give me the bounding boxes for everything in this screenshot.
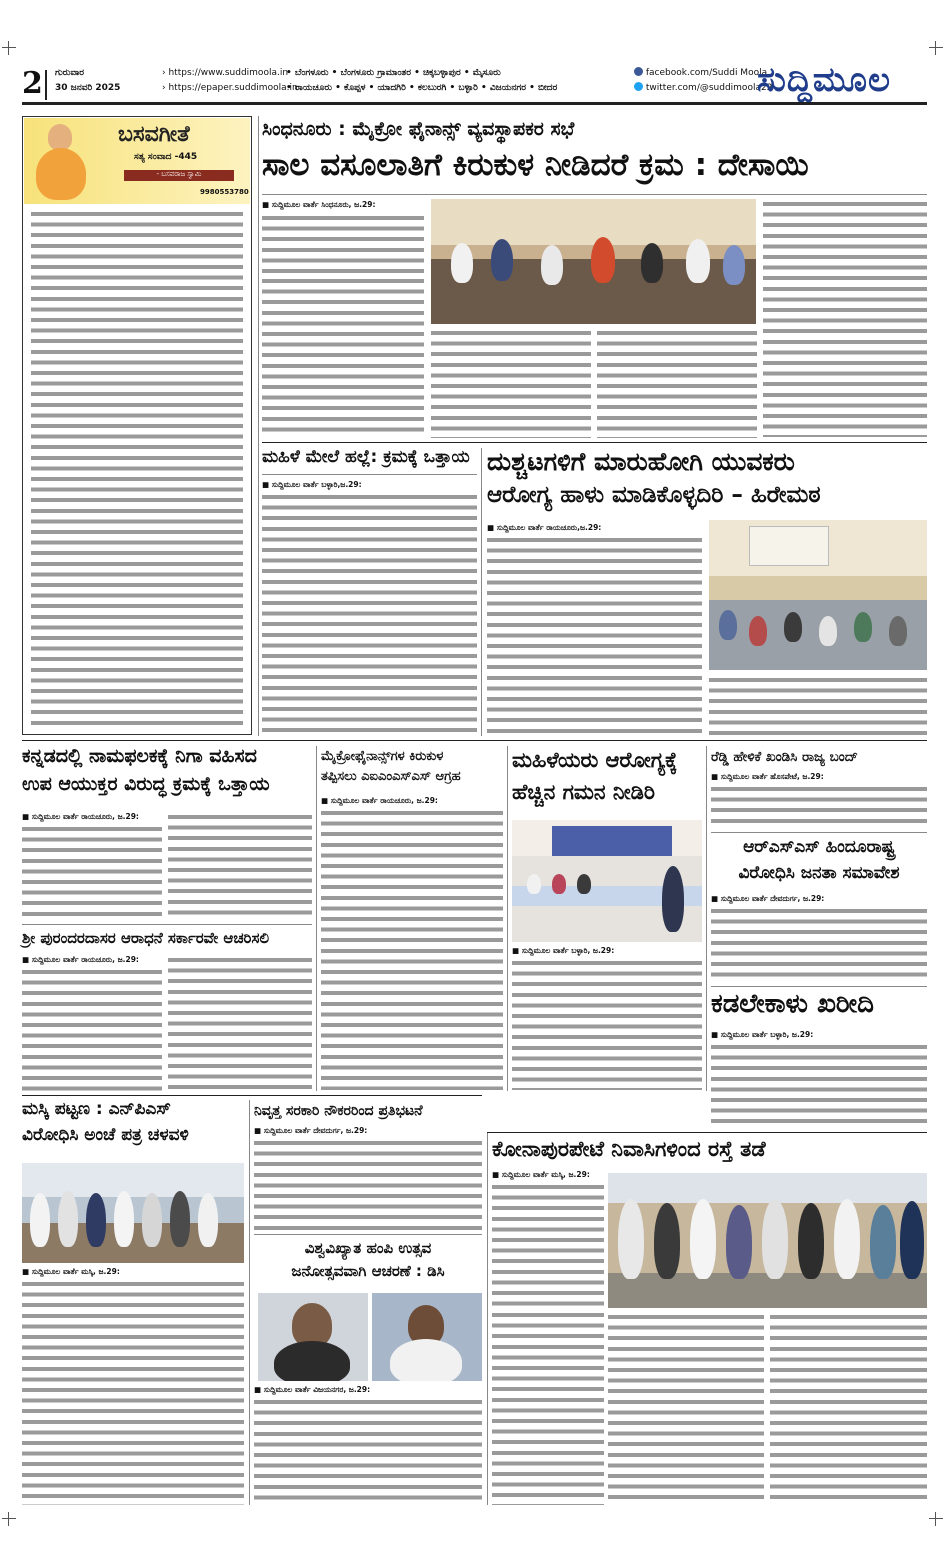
basavageethe-title: ಬಸವಗೀತೆ <box>118 122 190 147</box>
twitter-icon <box>634 82 643 91</box>
kadalekalu-byline: ■ ಸುದ್ದಿಮೂಲ ವಾರ್ತೆ ಬಳ್ಳಾರಿ, ಜ.29: <box>711 1030 814 1039</box>
districts-row-2: • ರಾಯಚೂರು • ಕೊಪ್ಪಳ • ಯಾದಗಿರಿ • ಕಲಬುರಗಿ • ಬಳ್ಳಾರಿ • ವಿಜಯನಗರ • ಬೀದರ <box>286 83 558 93</box>
basavageethe-body <box>31 209 243 727</box>
kannada-body-1 <box>22 824 162 920</box>
facebook-link[interactable]: facebook.com/Suddi Moola <box>634 67 767 80</box>
retired-byline: ■ ಸುದ್ದಿಮೂಲ ವಾರ್ತೆ ದೇವದುರ್ಗ, ಜ.29: <box>254 1126 368 1135</box>
masthead-logo: ಸುದ್ದಿಮೂಲ <box>757 60 891 100</box>
lead-photo <box>431 199 756 324</box>
kona-photo <box>608 1173 927 1308</box>
hampi-photo-official <box>258 1293 368 1381</box>
saint-portrait <box>32 120 90 200</box>
kadalekalu-headline: ಕಡಲೇಕಾಳು ಖರೀದಿ <box>711 989 874 1019</box>
youth-body-2 <box>709 675 927 735</box>
page-header <box>22 60 927 110</box>
maski-byline: ■ ಸುದ್ದಿಮೂಲ ವಾರ್ತೆ ಮಸ್ಕಿ, ಜ.29: <box>22 1267 120 1276</box>
registration-mark <box>929 1512 943 1526</box>
hampi-headline-line1: ವಿಶ್ವವಿಖ್ಯಾತ ಹಂಪಿ ಉತ್ಸವ <box>304 1239 432 1257</box>
youth-byline: ■ ಸುದ್ದಿಮೂಲ ವಾರ್ತೆ ರಾಯಚೂರು,ಜ.29: <box>487 523 602 532</box>
purandara-body-2 <box>168 955 312 1091</box>
kannada-headline-line1: ಕನ್ನಡದಲ್ಲಿ ನಾಮಫಲಕಕ್ಕೆ ನಿಗಾ ವಹಿಸದ <box>22 745 257 767</box>
health-headline-line1: ಮಹಿಳೆಯರು ಆರೋಗ್ಯಕ್ಕೆ <box>512 748 678 772</box>
basavageethe-author: - ಬಸವರಾಜ ಸ್ವಾಮಿ <box>124 170 234 181</box>
page-number: 2 <box>22 66 43 101</box>
lead-kicker: ಸಿಂಧನೂರು : ಮೈಕ್ರೋ ಫೈನಾನ್ಸ್ ವ್ಯವಸ್ಥಾಪಕರ ಸಭೆ <box>262 118 575 140</box>
youth-body-1 <box>487 535 702 735</box>
kona-headline: ಕೋನಾಪುರಪೇಟೆ ನಿವಾಸಿಗಳಿಂದ ರಸ್ತೆ ತಡೆ <box>492 1137 766 1161</box>
maski-headline-line1: ಮಸ್ಕಿ ಪಟ್ಟಣ : ಎನ್‌ಪಿಎಸ್ <box>22 1099 171 1119</box>
kona-body-4 <box>770 1312 927 1505</box>
lead-intro <box>262 213 424 273</box>
kona-body-1 <box>492 1182 604 1307</box>
kona-body-3 <box>608 1312 764 1505</box>
purandara-body-1 <box>22 967 162 1091</box>
youth-photo <box>709 520 927 670</box>
lead-column-4 <box>763 199 927 437</box>
basavageethe-banner <box>24 118 250 204</box>
lead-column-3 <box>597 328 757 438</box>
lead-byline: ■ ಸುದ್ದಿಮೂಲ ವಾರ್ತೆ ಸಿಂಧನೂರು, ಜ.29: <box>262 200 376 209</box>
micro-headline-line2: ತಪ್ಪಿಸಲು ಎಐಎಂಎಸ್‌ಎಸ್ ಆಗ್ರಹ <box>321 769 461 784</box>
health-body-1 <box>512 958 702 1090</box>
women-attack-body <box>262 492 477 732</box>
health-byline: ■ ಸುದ್ದಿಮೂಲ ವಾರ್ತೆ ಬಳ್ಳಾರಿ, ಜ.29: <box>512 946 615 955</box>
lead-column-2 <box>431 328 591 438</box>
maski-photo <box>22 1163 244 1263</box>
purandara-headline: ಶ್ರೀ ಪುರಂದರದಾಸರ ಆರಾಧನೆ ಸರ್ಕಾರವೇ ಆಚರಿಸಲಿ <box>22 929 270 947</box>
kannada-headline-line2: ಉಪ ಆಯುಕ್ತರ ವಿರುದ್ಧ ಕ್ರಮಕ್ಕೆ ಒತ್ತಾಯ <box>22 773 270 795</box>
youth-headline-line1: ದುಶ್ಚಟಗಳಿಗೆ ಮಾರುಹೋಗಿ ಯುವಕರು <box>487 447 795 476</box>
basavageethe-phone: 9980553780 <box>200 188 249 196</box>
women-attack-byline: ■ ಸುದ್ದಿಮೂಲ ವಾರ್ತೆ ಬಳ್ಳಾರಿ,ಜ.29: <box>262 480 362 489</box>
reddy-byline: ■ ಸುದ್ದಿಮೂಲ ವಾರ್ತೆ ಹೊಸಪೇಟೆ, ಜ.29: <box>711 772 824 781</box>
retired-headline: ನಿವೃತ್ತ ಸರಕಾರಿ ನೌಕರರಿಂದ ಪ್ರತಿಭಟನೆ <box>254 1103 423 1119</box>
hampi-byline: ■ ಸುದ್ದಿಮೂಲ ವಾರ್ತೆ ವಿಜಯನಗರ, ಜ.29: <box>254 1385 371 1394</box>
hampi-body <box>254 1397 482 1505</box>
kadalekalu-body <box>711 1042 927 1128</box>
health-photo <box>512 820 702 942</box>
micro-body <box>321 808 503 1090</box>
basavageethe-column <box>22 116 252 735</box>
reddy-body <box>711 784 927 828</box>
hampi-photo-dc <box>372 1293 482 1381</box>
kannada-byline: ■ ಸುದ್ದಿಮೂಲ ವಾರ್ತೆ ರಾಯಚೂರು, ಜ.29: <box>22 812 139 821</box>
website-link[interactable]: › https://www.suddimoola.in <box>162 68 289 78</box>
health-headline-line2: ಹೆಚ್ಚಿನ ಗಮನ ನೀಡಿರಿ <box>512 780 655 804</box>
rss-body <box>711 906 927 982</box>
maski-body <box>22 1279 244 1505</box>
basavageethe-subtitle: ಸತ್ಯ ಸಂವಾದ -445 <box>134 152 198 162</box>
purandara-byline: ■ ಸುದ್ದಿಮೂಲ ವಾರ್ತೆ ರಾಯಚೂರು, ಜ.29: <box>22 955 139 964</box>
lead-headline: ಸಾಲ ವಸೂಲಾತಿಗೆ ಕಿರುಕುಳ ನೀಡಿದರೆ ಕ್ರಮ : ದೇಸಾಯಿ <box>262 147 809 183</box>
maski-headline-line2: ವಿರೋಧಿಸಿ ಅಂಚೆ ಪತ್ರ ಚಳವಳಿ <box>22 1125 189 1145</box>
rss-headline-line2: ವಿರೋಧಿಸಿ ಜನತಾ ಸಮಾವೇಶ <box>738 863 900 883</box>
youth-headline-line2: ಆರೋಗ್ಯ ಹಾಳು ಮಾಡಿಕೊಳ್ಳದಿರಿ – ಹಿರೇಮಠ <box>487 482 821 508</box>
micro-headline-line1: ಮೈಕ್ರೋಫೈನಾನ್ಸ್‌ಗಳ ಕಿರುಕುಳ <box>321 749 444 764</box>
registration-mark <box>2 41 16 55</box>
retired-body <box>254 1138 482 1230</box>
registration-mark <box>2 1512 16 1526</box>
twitter-link[interactable]: twitter.com/@suddimoola22 <box>634 82 772 95</box>
epaper-link[interactable]: › https://epaper.suddimoola.in <box>162 83 298 93</box>
day: ಗುರುವಾರ <box>55 68 85 78</box>
districts-row-1: • ಬೆಂಗಳೂರು • ಬೆಂಗಳೂರು ಗ್ರಾಮಾಂತರ • ಚಿಕ್ಕಬಳ್ಳಾಪುರ • ಮೈಸೂರು <box>286 68 501 78</box>
registration-mark <box>929 41 943 55</box>
rss-byline: ■ ಸುದ್ದಿಮೂಲ ವಾರ್ತೆ ದೇವದುರ್ಗ, ಜ.29: <box>711 894 825 903</box>
kannada-body-2 <box>168 812 312 920</box>
kona-byline: ■ ಸುದ್ದಿಮೂಲ ವಾರ್ತೆ ಮಸ್ಕಿ, ಜ.29: <box>492 1170 590 1179</box>
lead-column-1 <box>262 276 424 436</box>
rss-headline-line1: ಆರ್‌ಎಸ್‌ಎಸ್ ಹಿಂದೂರಾಷ್ಟ್ರ <box>743 837 895 857</box>
date: 30 ಜನವರಿ 2025 <box>55 83 121 93</box>
hampi-headline-line2: ಜನೋತ್ಸವವಾಗಿ ಆಚರಣೆ : ಡಿಸಿ <box>291 1262 445 1280</box>
facebook-icon <box>634 67 643 76</box>
micro-byline: ■ ಸುದ್ದಿಮೂಲ ವಾರ್ತೆ ರಾಯಚೂರು, ಜ.29: <box>321 796 438 805</box>
kona-body-2 <box>492 1310 604 1505</box>
reddy-headline: ರೆಡ್ಡಿ ಹೇಳಿಕೆ ಖಂಡಿಸಿ ರಾಜ್ಯ ಬಂದ್ <box>711 749 858 765</box>
women-attack-headline: ಮಹಿಳೆ ಮೇಲೆ ಹಲ್ಲೆ: ಕ್ರಮಕ್ಕೆ ಒತ್ತಾಯ <box>262 447 470 467</box>
